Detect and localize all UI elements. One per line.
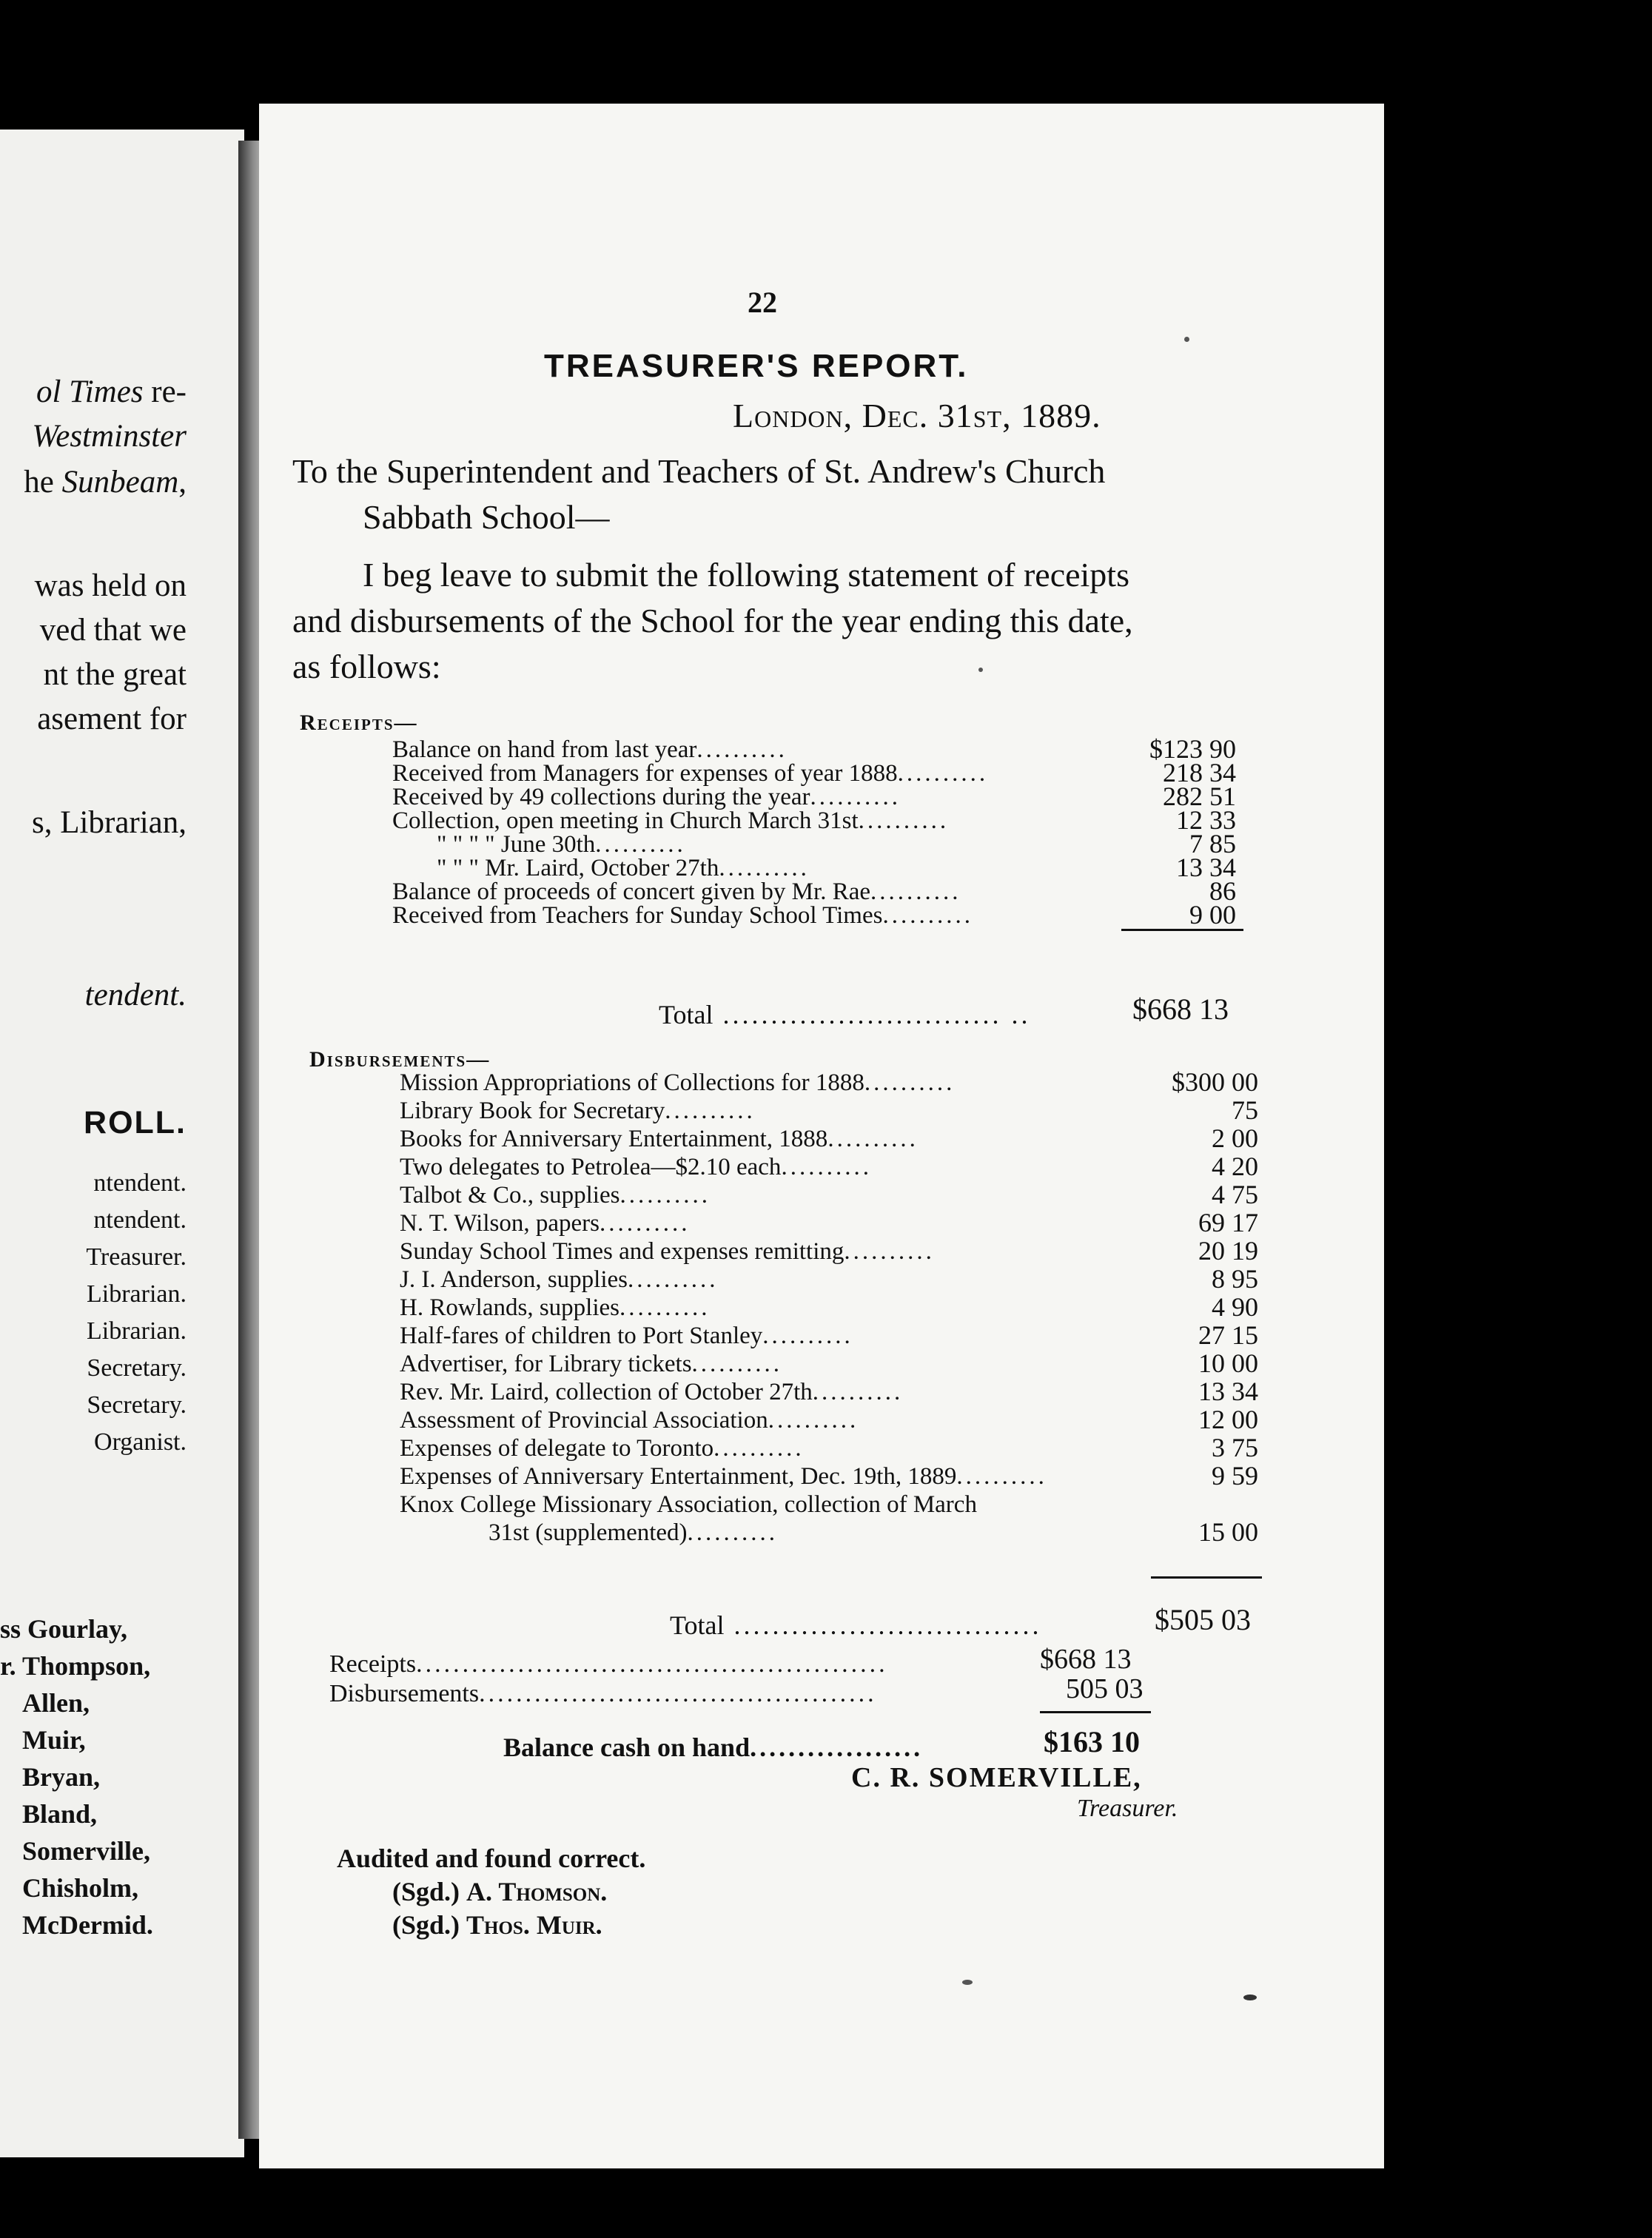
disbursement-row-label: Sunday School Times and expenses remitting.......... xyxy=(400,1238,935,1265)
left-line: Secretary. xyxy=(87,1391,187,1419)
summary-receipts-label: Receipts xyxy=(329,1650,417,1678)
left-line: Organist. xyxy=(94,1428,187,1456)
receipt-row-amount: 282 51 xyxy=(1163,782,1236,811)
left-line: nt the great xyxy=(43,657,187,692)
disbursements-heading: Disbursements— xyxy=(309,1047,491,1072)
intro-line: and disbursements of the School for the year ending this date, xyxy=(292,602,1133,639)
left-line: Allen, xyxy=(22,1688,90,1718)
disbursement-row-label: 31st (supplemented).......... xyxy=(488,1519,779,1546)
left-line: Chisholm, xyxy=(22,1873,139,1903)
disbursement-row-label: Rev. Mr. Laird, collection of October 27th.......... xyxy=(400,1379,904,1405)
disbursement-row-label: Half-fares of children to Port Stanley.......... xyxy=(400,1323,853,1349)
left-line: ss Gourlay, xyxy=(0,1614,128,1644)
right-page: 22 TREASURER'S REPORT. London, Dec. 31st, 1889. To the Superintendent and Teachers of St. Andrew's Church Sabbath School— I beg leave to submit the following statement of receipts and disbursements of the School for the year ending this date, as follows: Receipts— Balance on hand from last year.......... Received from Managers for expenses of year 1888.......... Received by 49 collections during the year.......... Collection, open meeting in Church March 31st.......... " " " " June 30th.......... " " " Mr. Laird, October 27th.......... Balance of proceeds of concert given by Mr. Rae.......... Received from Teachers for Sunday School Times.......... Total ............................. .. $668 13 Disbursements— Mission Appropriations of Collections for 1888.......... Library Book for Secretary.......... Books for Anniversary Entertainment, 1888.......... Two delegates to Petrolea—$2.10 each.......... Talbot & Co., supplies.......... N. T. Wilson, papers.......... Sunday School Times and expenses remitting.......... J. I. Anderson, supplies.......... H. Rowlands, supplies.......... Half-fares of children to Port Stanley.......... Advertiser, for Library tickets.......... Rev. Mr. Laird, collection of October 27th.......... Assessment of Provincial Association.......... Expenses of delegate to Toronto.......... Expenses of Anniversary Entertainment, Dec. 19th, 1889.......... Knox College Missionary Association, collection of March 31st (supplemented).......... Total ................................ $505 03 Receipts................................................... $668 13 Disbursements........................................... 505 03 Balance cash on hand.................. $163 10 C. R. SOMERVILLE, Treasurer. Audited and found correct. (Sgd.) A. Thomson. (Sgd.) Thos. Muir. $123 90 218 34 282 51 12 33 7 85 13 34 86 9 00 $300 00 75 2 00 4 20 4 75 69 17 20 19 8 95 4 90 27 15 10 00 13 34 12 00 3 75 9 59 15 00 xyxy=(259,104,1384,2168)
summary-disbursements-label: Disbursements xyxy=(329,1680,480,1707)
disbursement-row-amount: 9 59 xyxy=(1212,1461,1258,1491)
audit-signer: (Sgd.) Thos. Muir. xyxy=(392,1910,602,1940)
disbursement-row-label: Library Book for Secretary.......... xyxy=(400,1098,756,1124)
disbursement-row-amount: 20 19 xyxy=(1198,1236,1258,1266)
disbursements-total-label: Total ................................ xyxy=(670,1610,1042,1640)
receipts-heading: Receipts— xyxy=(300,710,418,735)
disbursement-row-amount: 4 20 xyxy=(1212,1152,1258,1181)
speck xyxy=(1243,1995,1257,2000)
disbursement-row-label: Mission Appropriations of Collections for 1888.......... xyxy=(400,1069,956,1096)
summary-receipts: $668 13 xyxy=(1040,1644,1132,1675)
balance-label: Balance cash on hand xyxy=(503,1733,751,1762)
left-line: Somerville, xyxy=(22,1836,150,1866)
left-line: Muir, xyxy=(22,1725,86,1755)
disbursement-row-amount: $300 00 xyxy=(1172,1067,1258,1097)
treasurer-role: Treasurer. xyxy=(1077,1795,1178,1822)
speck xyxy=(978,668,983,672)
left-line: Treasurer. xyxy=(86,1243,187,1271)
left-line: ntendent. xyxy=(93,1169,187,1197)
receipt-row-amount: 13 34 xyxy=(1176,853,1236,882)
disbursement-row-label: Assessment of Provincial Association.......... xyxy=(400,1407,859,1434)
left-line: r. Thompson, xyxy=(0,1651,151,1681)
disbursements-total: $505 03 xyxy=(1155,1603,1251,1636)
disbursement-row-amount: 75 xyxy=(1232,1095,1258,1125)
left-line: ved that we xyxy=(39,613,187,648)
left-line: asement for xyxy=(37,702,187,736)
intro-line: as follows: xyxy=(292,648,441,685)
disbursement-row-amount: 27 15 xyxy=(1198,1320,1258,1350)
balance-amount: $163 10 xyxy=(1044,1725,1140,1758)
left-line: Librarian. xyxy=(87,1317,187,1345)
left-line: Librarian. xyxy=(87,1280,187,1308)
left-line: s, Librarian, xyxy=(32,805,187,840)
receipts-total: $668 13 xyxy=(1132,992,1229,1026)
disbursement-row-label: Two delegates to Petrolea—$2.10 each.......... xyxy=(400,1154,872,1180)
disbursements-rule xyxy=(1151,1576,1262,1579)
disbursement-row-amount: 69 17 xyxy=(1198,1208,1258,1237)
receipt-row-label: " " " " June 30th.......... xyxy=(437,831,686,858)
left-line: was held on xyxy=(34,568,187,603)
receipt-row-amount: 12 33 xyxy=(1176,805,1236,835)
left-page xyxy=(0,130,244,2157)
receipt-row-amount: 9 00 xyxy=(1189,900,1236,930)
disbursement-row-label: Talbot & Co., supplies.......... xyxy=(400,1182,711,1209)
receipt-row-label: Collection, open meeting in Church March 31st.......... xyxy=(392,807,950,834)
receipt-row-label: Received from Managers for expenses of year 1888.......... xyxy=(392,760,989,787)
left-line: tendent. xyxy=(84,978,187,1012)
disbursement-row-amount: 4 90 xyxy=(1212,1292,1258,1322)
receipt-row-label: Balance of proceeds of concert given by Mr. Rae.......... xyxy=(392,878,961,905)
left-line: ol Times re- xyxy=(36,374,187,409)
page-number: 22 xyxy=(748,286,777,319)
disbursement-row-label: Expenses of Anniversary Entertainment, Dec. 19th, 1889.......... xyxy=(400,1463,1047,1490)
audit-statement: Audited and found correct. xyxy=(337,1844,646,1873)
intro-line: I beg leave to submit the following statement of receipts xyxy=(363,556,1129,594)
left-heading: ROLL. xyxy=(84,1105,187,1140)
receipt-row-amount: 86 xyxy=(1209,876,1236,906)
disbursement-row-label: Knox College Missionary Association, collection of March xyxy=(400,1491,977,1518)
disbursement-row-label: Books for Anniversary Entertainment, 1888.......... xyxy=(400,1126,919,1152)
disbursement-row-amount: 2 00 xyxy=(1212,1123,1258,1153)
left-line: Bryan, xyxy=(22,1762,101,1792)
disbursement-row-amount: 10 00 xyxy=(1198,1348,1258,1378)
receipts-total-label: Total ............................. .. xyxy=(659,1000,1031,1029)
receipt-row-amount: $123 90 xyxy=(1149,734,1236,764)
left-line: Secretary. xyxy=(87,1354,187,1382)
salutation-line: To the Superintendent and Teachers of St. Andrew's Church xyxy=(292,452,1106,490)
audit-signer: (Sgd.) A. Thomson. xyxy=(392,1877,608,1906)
disbursement-row-label: Advertiser, for Library tickets.......... xyxy=(400,1351,783,1377)
disbursement-row-label: Expenses of delegate to Toronto.......... xyxy=(400,1435,805,1462)
disbursement-row-label: J. I. Anderson, supplies.......... xyxy=(400,1266,719,1293)
disbursement-row-label: N. T. Wilson, papers.......... xyxy=(400,1210,691,1237)
dateline: London, Dec. 31st, 1889. xyxy=(733,397,1101,434)
disbursement-row-amount: 3 75 xyxy=(1212,1433,1258,1462)
disbursement-row-label: H. Rowlands, supplies.......... xyxy=(400,1294,711,1321)
summary-rule xyxy=(1040,1711,1151,1713)
disbursement-row-amount: 12 00 xyxy=(1198,1405,1258,1434)
left-line: Westminster xyxy=(32,419,187,454)
receipt-row-label: Received from Teachers for Sunday School Times.......... xyxy=(392,902,973,929)
disbursement-row-amount: 13 34 xyxy=(1198,1377,1258,1406)
speck xyxy=(1184,337,1189,342)
disbursement-row-amount: 4 75 xyxy=(1212,1180,1258,1209)
disbursement-row-amount: 15 00 xyxy=(1198,1517,1258,1547)
receipt-row-label: " " " Mr. Laird, October 27th.......... xyxy=(437,855,810,881)
receipt-row-label: Received by 49 collections during the year.......... xyxy=(392,784,901,810)
left-line: Bland, xyxy=(22,1799,98,1829)
left-line: McDermid. xyxy=(22,1910,153,1940)
treasurer-name: C. R. SOMERVILLE, xyxy=(851,1762,1142,1793)
receipt-row-label: Balance on hand from last year.......... xyxy=(392,736,788,763)
receipt-row-amount: 7 85 xyxy=(1189,829,1236,858)
left-line: he Sunbeam, xyxy=(24,465,187,500)
left-line: ntendent. xyxy=(93,1206,187,1234)
summary-disbursements: 505 03 xyxy=(1066,1673,1144,1704)
receipt-row-amount: 218 34 xyxy=(1163,758,1236,787)
disbursement-row-amount: 8 95 xyxy=(1212,1264,1258,1294)
speck xyxy=(962,1980,973,1985)
report-title: TREASURER'S REPORT. xyxy=(544,348,969,384)
salutation-line: Sabbath School— xyxy=(363,498,610,536)
